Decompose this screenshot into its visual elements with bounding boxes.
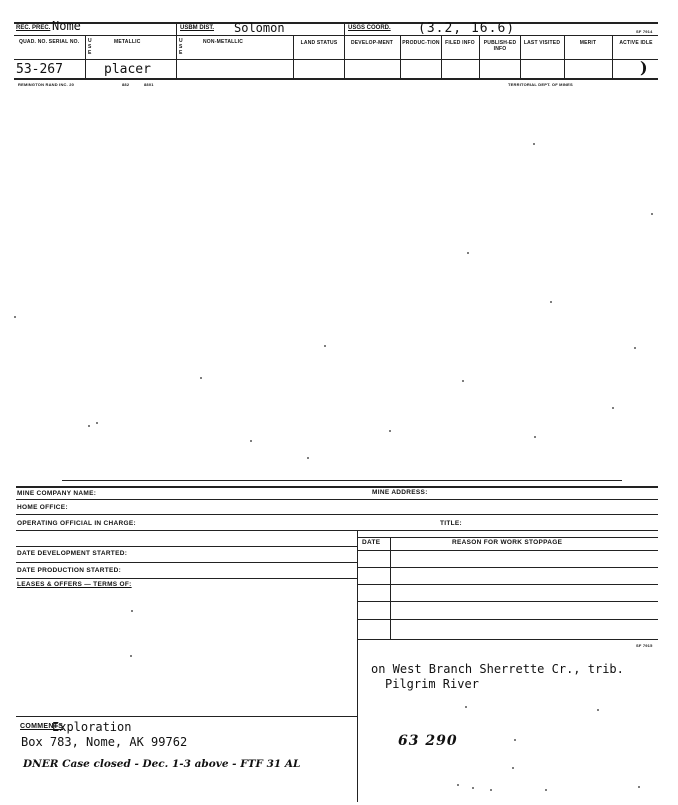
col-serial-no: SERIAL NO. (48, 39, 80, 45)
col-development: DEVELOP-MENT (350, 40, 394, 46)
footer-code-2: 8801 (144, 82, 154, 87)
quad-serial-value: 53-267 (16, 62, 63, 77)
form-number-top: SF 7914 (636, 29, 653, 34)
mine-company-name-label: MINE COMPANY NAME: (17, 490, 97, 497)
reason-header: REASON FOR WORK STOPPAGE (452, 539, 563, 546)
rec-prec-value: Nome (52, 19, 81, 33)
col-active-idle: ACTIVE IDLE (619, 40, 653, 46)
col-use-right: U S E (179, 38, 183, 56)
handwritten-note: DNER Case closed - Dec. 1-3 above - FTF 31 AL (23, 758, 301, 770)
handwritten-number: 63 290 (398, 733, 458, 749)
location-line-2: Pilgrim River (385, 677, 479, 691)
usbm-dist-value: Solomon (234, 21, 285, 35)
location-line-1: on West Branch Sherrette Cr., trib. (371, 662, 624, 676)
col-non-metallic: NON-METALLIC (203, 39, 244, 45)
col-merit: MERIT (579, 40, 597, 46)
rec-prec-label: REC. PREC. (16, 25, 51, 31)
col-quad-serial (19, 39, 83, 45)
home-office-label: HOME OFFICE: (17, 504, 68, 511)
usgs-coord-label: USGS COORD. (348, 25, 391, 31)
date-production-label: DATE PRODUCTION STARTED: (17, 567, 122, 574)
comments-line-2: Box 783, Nome, AK 99762 (21, 735, 188, 749)
form-number-bottom: SF 7915 (636, 643, 653, 648)
col-use-left: U S E (88, 38, 92, 56)
comments-label: COMMENTS (20, 723, 64, 730)
date-development-label: DATE DEVELOPMENT STARTED: (17, 550, 128, 557)
usgs-coord-value: (3.2, 16.6) (418, 21, 516, 36)
comments-line-1: Exploration (52, 720, 132, 734)
footer-printer: REMINGTON RAND INC. 20 (18, 82, 75, 87)
col-quad-no: QUAD. NO. (19, 39, 48, 45)
title-label: TITLE: (440, 520, 463, 527)
col-last-visited: LAST VISITED (523, 40, 561, 46)
col-production: PRODUC-TION (402, 40, 440, 46)
operating-official-label: OPERATING OFFICIAL IN CHARGE: (17, 520, 136, 527)
mine-address-label: MINE ADDRESS: (372, 489, 428, 496)
active-idle-mark: ) (640, 58, 648, 77)
col-published-info: PUBLISH-ED INFO (483, 40, 517, 52)
col-land-status: LAND STATUS (300, 40, 338, 46)
col-filed-info: FILED INFO (445, 40, 475, 46)
usbm-dist-label: USBM DIST. (180, 25, 215, 31)
footer-department: TERRITORIAL DEPT. OF MINES (508, 82, 573, 87)
metallic-value: placer (104, 62, 151, 77)
footer-code-1: 882 (122, 82, 130, 87)
date-header: DATE (362, 539, 381, 546)
col-metallic: METALLIC (114, 39, 141, 45)
leases-offers-label: LEASES & OFFERS — TERMS OF: (17, 581, 132, 588)
